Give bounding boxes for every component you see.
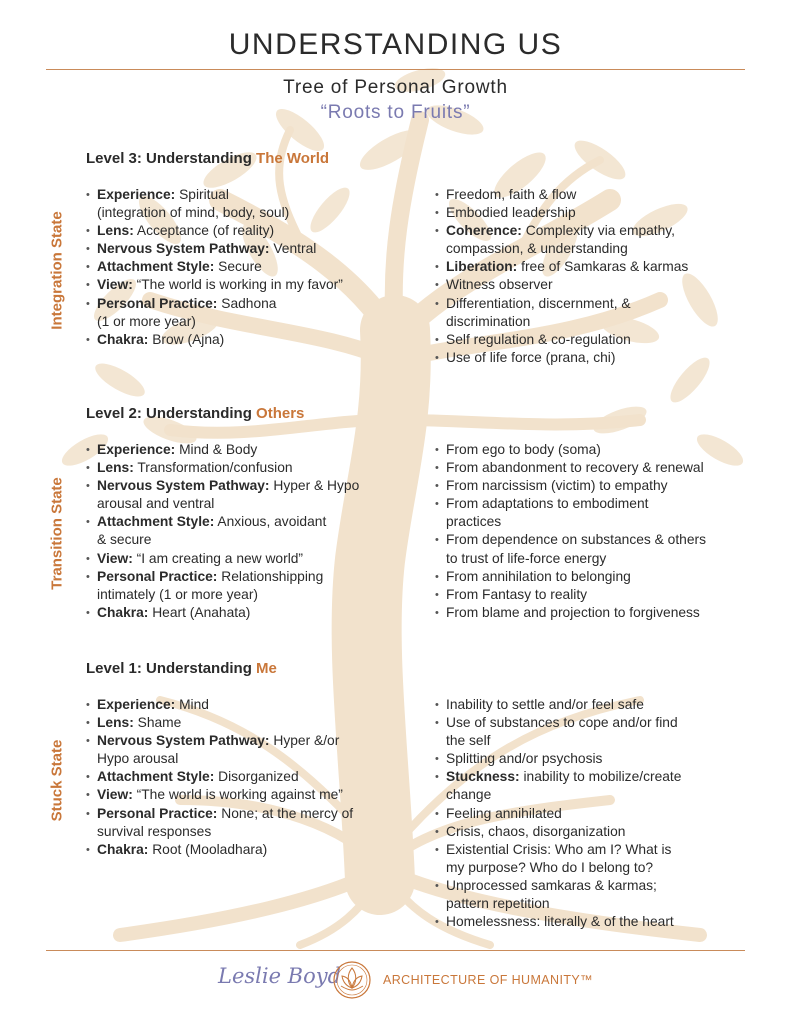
list-item: • Nervous System Pathway: Hyper &/or Hypo arousal — [86, 732, 396, 768]
list-item: • Existential Crisis: Who am I? What is my purpose? Who do I belong to? — [435, 841, 750, 877]
list-item: • Liberation: free of Samkaras & karmas — [435, 258, 750, 276]
level3-heading-text: Level 3: Understanding — [86, 150, 257, 167]
list-item: • Nervous System Pathway: Hyper & Hypo arousal and ventral — [86, 477, 396, 513]
list-item: • Differentiation, discernment, & discrimination — [435, 295, 750, 331]
list-item: • Unprocessed samkaras & karmas; pattern repetition — [435, 877, 750, 913]
footer-divider — [46, 950, 745, 951]
list-item: • Personal Practice: Sadhona (1 or more year) — [86, 295, 396, 331]
state-label-transition: Transition State — [48, 477, 66, 590]
page-title: UNDERSTANDING US — [228, 28, 563, 61]
list-item: • Experience: Mind — [86, 696, 396, 714]
list-item: • From annihilation to belonging — [435, 568, 750, 586]
level2-heading-text: Level 2: Understanding — [86, 405, 257, 422]
list-item: • View: “I am creating a new world” — [86, 550, 396, 568]
list-item: • Lens: Acceptance (of reality) — [86, 222, 396, 240]
level3-heading — [86, 150, 329, 167]
list-item: • From Fantasy to reality — [435, 586, 750, 604]
list-item: • Nervous System Pathway: Ventral — [86, 240, 396, 258]
list-item: • Personal Practice: None; at the mercy of survival responses — [86, 805, 396, 841]
list-item: • Self regulation & co-regulation — [435, 331, 750, 349]
level2-left-list — [86, 441, 396, 622]
list-item: • Experience: Mind & Body — [86, 441, 396, 459]
level3-left-list — [86, 186, 396, 349]
state-label-integration: Integration State — [48, 211, 66, 330]
list-item: • Attachment Style: Disorganized — [86, 768, 396, 786]
list-item: • Lens: Shame — [86, 714, 396, 732]
list-item: • Witness observer — [435, 276, 750, 294]
list-item: • From narcissism (victim) to empathy — [435, 477, 750, 495]
list-item: • Use of life force (prana, chi) — [435, 349, 750, 367]
list-item: • Crisis, chaos, disorganization — [435, 823, 750, 841]
level2-heading-accent: Others — [256, 405, 305, 422]
list-item: • Personal Practice: Relationshipping intimately (1 or more year) — [86, 568, 396, 604]
page-subtitle: Tree of Personal Growth — [283, 77, 508, 98]
list-item: • From abandonment to recovery & renewal — [435, 459, 750, 477]
list-item: • Coherence: Complexity via empathy, compassion, & understanding — [435, 222, 750, 258]
footer — [0, 958, 791, 1004]
list-item: • From dependence on substances & others to trust of life-force energy — [435, 531, 750, 567]
level2-right-list — [435, 441, 750, 622]
list-item: • Chakra: Heart (Anahata) — [86, 604, 396, 622]
list-item: • Freedom, faith & flow — [435, 186, 750, 204]
list-item: • Homelessness: literally & of the heart — [435, 913, 750, 931]
brand-name: ARCHITECTURE OF HUMANITY™ — [383, 973, 593, 987]
lotus-logo-icon — [332, 960, 372, 1000]
list-item: • Feeling annihilated — [435, 805, 750, 823]
list-item: • Attachment Style: Secure — [86, 258, 396, 276]
list-item: • Attachment Style: Anxious, avoidant & secure — [86, 513, 396, 549]
list-item: • Use of substances to cope and/or find the self — [435, 714, 750, 750]
list-item: • From blame and projection to forgiveness — [435, 604, 750, 622]
list-item: • View: “The world is working in my favor” — [86, 276, 396, 294]
page-tagline: “Roots to Fruits” — [320, 102, 471, 123]
signature: Leslie Boyd — [218, 964, 342, 988]
list-item: • From ego to body (soma) — [435, 441, 750, 459]
list-item: • Chakra: Root (Mooladhara) — [86, 841, 396, 859]
list-item: • Chakra: Brow (Ajna) — [86, 331, 396, 349]
list-item: • Splitting and/or psychosis — [435, 750, 750, 768]
level1-heading-text: Level 1: Understanding — [86, 660, 257, 677]
list-item: • Embodied leadership — [435, 204, 750, 222]
list-item: • Stuckness: inability to mobilize/create change — [435, 768, 750, 804]
level1-left-list — [86, 696, 396, 859]
level2-heading — [86, 405, 304, 422]
level1-right-list — [435, 696, 750, 931]
level3-right-list — [435, 186, 750, 367]
list-item: • From adaptations to embodiment practices — [435, 495, 750, 531]
list-item: • Experience: Spiritual (integration of mind, body, soul) — [86, 186, 396, 222]
state-label-stuck: Stuck State — [48, 739, 66, 822]
list-item: • View: “The world is working against me” — [86, 786, 396, 804]
level1-heading — [86, 660, 277, 677]
header-divider — [46, 69, 745, 70]
level1-heading-accent: Me — [256, 660, 277, 677]
list-item: • Lens: Transformation/confusion — [86, 459, 396, 477]
level3-heading-accent: The World — [256, 150, 330, 167]
list-item: • Inability to settle and/or feel safe — [435, 696, 750, 714]
